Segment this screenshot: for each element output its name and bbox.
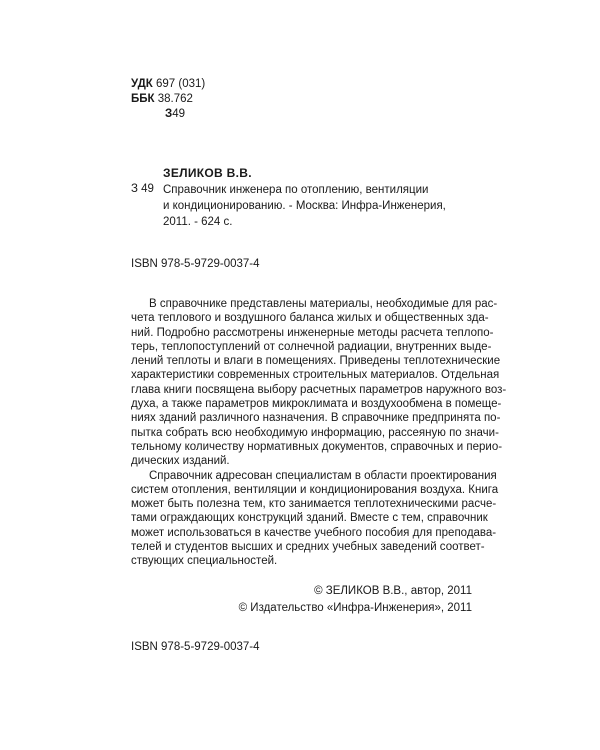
abstract-line: терь, теплопоступлений от солнечной радиации, внутренних выде- bbox=[131, 340, 492, 353]
abstract-line: глава книги посвящена выбору расчетных параметров наружного воз- bbox=[131, 383, 507, 396]
abstract bbox=[131, 297, 507, 569]
abstract-line: может быть полезна тем, кто занимается теплотехническими расче- bbox=[131, 498, 497, 511]
author-sign bbox=[131, 107, 205, 122]
abstract-line: В справочнике представлены материалы, необходимые для рас- bbox=[149, 298, 498, 310]
abstract-line: характеристики современных строительных материалов. Отдельная bbox=[131, 369, 500, 382]
author-sign-bold: З bbox=[165, 108, 173, 120]
udk-label: УДК bbox=[131, 78, 153, 90]
abstract-line: систем отопления, вентиляции и кондиционирования воздуха. Книга bbox=[131, 483, 499, 496]
catalog-code: З 49 bbox=[131, 183, 154, 195]
author-name: ЗЕЛИКОВ В.В. bbox=[163, 166, 252, 180]
abstract-line: ниях зданий различного назначения. В справочнике предпринята по- bbox=[131, 412, 501, 425]
bib-line: и кондиционированию. - Москва: Инфра-Инженерия, bbox=[163, 200, 446, 212]
bbk-value: 38.762 bbox=[157, 93, 193, 105]
udk-row bbox=[131, 77, 205, 92]
abstract-line: духа, а также параметров микроклимата и воздухообмена в помеще- bbox=[131, 398, 502, 411]
abstract-line: чета теплового и воздушного баланса жилых и общественных зда- bbox=[131, 312, 489, 325]
abstract-line: Справочник адресован специалистам в области проектирования bbox=[149, 469, 497, 482]
isbn-top: ISBN 978-5-9729-0037-4 bbox=[131, 258, 260, 270]
bib-line: Справочник инженера по отоплению, вентиляции bbox=[163, 184, 429, 196]
abstract-line: тельному количеству нормативных документов, справочных и перио- bbox=[131, 440, 503, 453]
abstract-line: может использоваться в качестве учебного пособия для преподава- bbox=[131, 526, 497, 539]
bbk-label: ББК bbox=[131, 93, 155, 105]
copyright-block bbox=[239, 583, 472, 617]
abstract-line: пытка собрать всю необходимую информацию, рассеяную по значи- bbox=[131, 426, 499, 439]
abstract-line: телей и студентов высших и средних учебных заведений соответ- bbox=[131, 541, 485, 554]
isbn-bottom: ISBN 978-5-9729-0037-4 bbox=[131, 641, 260, 653]
abstract-line: ний. Подробно рассмотрены инженерные методы расчета теплопо- bbox=[131, 326, 494, 339]
abstract-line: дических изданий. bbox=[131, 455, 230, 468]
bib-line: 2011. - 624 с. bbox=[163, 216, 233, 228]
abstract-paragraph-1 bbox=[131, 297, 507, 469]
copyright-author: © ЗЕЛИКОВ В.В., автор, 2011 bbox=[314, 585, 472, 597]
abstract-line: ствующих специальностей. bbox=[131, 555, 278, 568]
bibliographic-description bbox=[163, 182, 463, 230]
abstract-line: тами ограждающих конструкций зданий. Вместе с тем, справочник bbox=[131, 512, 488, 525]
bbk-row bbox=[131, 92, 205, 107]
classification-block bbox=[131, 77, 205, 122]
author-sign-rest: 49 bbox=[172, 108, 186, 120]
abstract-paragraph-2 bbox=[131, 469, 499, 569]
udk-value: 697 (031) bbox=[156, 78, 206, 90]
copyright-publisher: © Издательство «Инфра-Инженерия», 2011 bbox=[238, 602, 472, 614]
abstract-line: лений теплоты и влаги в помещениях. Приведены теплотехнические bbox=[131, 355, 501, 368]
